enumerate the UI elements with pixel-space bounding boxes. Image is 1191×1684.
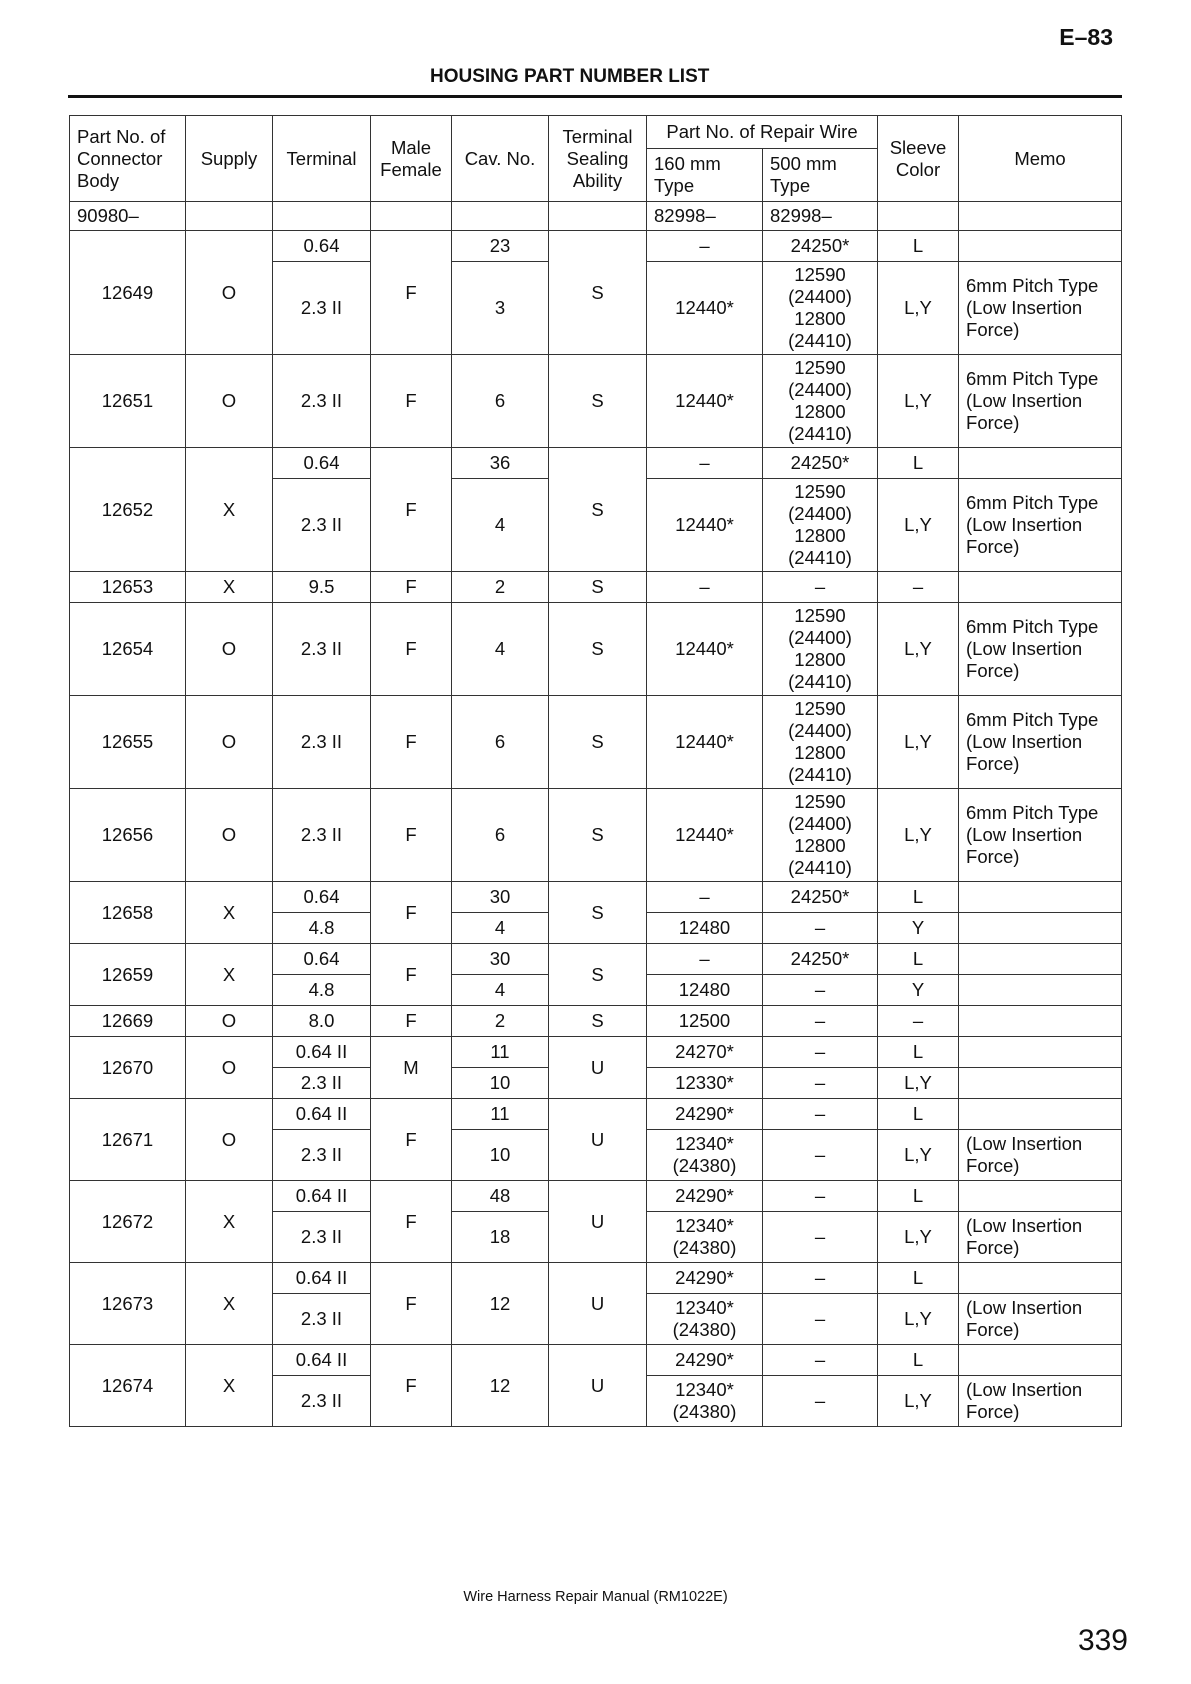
repair-wire-500-cell: – <box>763 1212 878 1263</box>
sleeve-color-cell: L <box>878 1181 959 1212</box>
repair-wire-500-cell: – <box>763 572 878 603</box>
table-row <box>70 1345 1122 1376</box>
part-number-cell: 12652 <box>70 448 186 572</box>
terminal-cell: 2.3 II <box>273 603 371 696</box>
header-male-female: Male Female <box>371 116 452 202</box>
repair-wire-160-cell: 24290* <box>647 1345 763 1376</box>
male-female-cell: F <box>371 1263 452 1345</box>
memo-cell <box>959 1037 1122 1068</box>
repair-wire-160-cell: – <box>647 882 763 913</box>
sleeve-color-cell: L,Y <box>878 1294 959 1345</box>
repair-wire-160-cell: 12340* (24380) <box>647 1376 763 1427</box>
sleeve-color-cell: L,Y <box>878 1130 959 1181</box>
male-female-cell: F <box>371 572 452 603</box>
table-row <box>70 696 1122 789</box>
terminal-cell: 2.3 II <box>273 1294 371 1345</box>
table-row <box>70 944 1122 975</box>
repair-wire-500-cell: – <box>763 1376 878 1427</box>
part-number-cell: 12672 <box>70 1181 186 1263</box>
memo-cell <box>959 1006 1122 1037</box>
memo-cell: (Low Insertion Force) <box>959 1376 1122 1427</box>
supply-cell: X <box>186 1181 273 1263</box>
sleeve-color-cell: – <box>878 1006 959 1037</box>
memo-cell <box>959 913 1122 944</box>
supply-cell: X <box>186 1345 273 1427</box>
sleeve-color-cell: L <box>878 1037 959 1068</box>
table-row <box>70 572 1122 603</box>
repair-wire-500-cell: 24250* <box>763 448 878 479</box>
supply-cell: O <box>186 789 273 882</box>
title-rule <box>68 95 1122 98</box>
repair-wire-500-cell: 24250* <box>763 882 878 913</box>
cav-no-cell: 4 <box>452 603 549 696</box>
cav-no-cell: 11 <box>452 1037 549 1068</box>
memo-cell: 6mm Pitch Type (Low Insertion Force) <box>959 603 1122 696</box>
repair-wire-500-cell: – <box>763 1294 878 1345</box>
memo-cell: 6mm Pitch Type (Low Insertion Force) <box>959 789 1122 882</box>
cav-no-cell: 30 <box>452 944 549 975</box>
memo-cell: 6mm Pitch Type (Low Insertion Force) <box>959 355 1122 448</box>
header-terminal: Terminal <box>273 116 371 202</box>
cav-no-cell: 12 <box>452 1345 549 1427</box>
supply-cell: X <box>186 944 273 1006</box>
cav-no-cell: 36 <box>452 448 549 479</box>
memo-cell <box>959 975 1122 1006</box>
terminal-cell: 0.64 <box>273 448 371 479</box>
supply-cell: X <box>186 882 273 944</box>
repair-wire-500-cell: – <box>763 1099 878 1130</box>
male-female-cell: F <box>371 944 452 1006</box>
repair-wire-500-cell: 12590 (24400) 12800 (24410) <box>763 355 878 448</box>
repair-wire-160-cell: 24290* <box>647 1099 763 1130</box>
sleeve-color-cell: L <box>878 1099 959 1130</box>
footer-manual: Wire Harness Repair Manual (RM1022E) <box>463 1589 728 1605</box>
sealing-cell: S <box>549 572 647 603</box>
memo-cell <box>959 944 1122 975</box>
memo-cell <box>959 1181 1122 1212</box>
repair-wire-160-cell: – <box>647 572 763 603</box>
prefix-160mm: 82998– <box>647 202 763 231</box>
terminal-cell: 9.5 <box>273 572 371 603</box>
cav-no-cell: 10 <box>452 1130 549 1181</box>
table-row <box>70 882 1122 913</box>
repair-wire-160-cell: 12440* <box>647 603 763 696</box>
part-number-cell: 12653 <box>70 572 186 603</box>
sleeve-color-cell: Y <box>878 975 959 1006</box>
table-row <box>70 1006 1122 1037</box>
page-title: HOUSING PART NUMBER LIST <box>430 66 710 87</box>
male-female-cell: F <box>371 882 452 944</box>
repair-wire-500-cell: – <box>763 1181 878 1212</box>
supply-cell: O <box>186 355 273 448</box>
repair-wire-160-cell: 24290* <box>647 1263 763 1294</box>
part-number-cell: 12658 <box>70 882 186 944</box>
supply-cell: O <box>186 696 273 789</box>
sleeve-color-cell: – <box>878 572 959 603</box>
cav-no-cell: 2 <box>452 572 549 603</box>
terminal-cell: 2.3 II <box>273 479 371 572</box>
male-female-cell: F <box>371 1099 452 1181</box>
repair-wire-500-cell: 24250* <box>763 231 878 262</box>
sealing-cell: S <box>549 231 647 355</box>
part-number-cell: 12674 <box>70 1345 186 1427</box>
terminal-cell: 2.3 II <box>273 1212 371 1263</box>
sealing-cell: U <box>549 1099 647 1181</box>
header-repair-wire: Part No. of Repair Wire <box>647 116 878 149</box>
supply-cell: O <box>186 1006 273 1037</box>
terminal-cell: 0.64 <box>273 944 371 975</box>
header-memo: Memo <box>959 116 1122 202</box>
repair-wire-160-cell: – <box>647 231 763 262</box>
cav-no-cell: 11 <box>452 1099 549 1130</box>
memo-cell <box>959 882 1122 913</box>
supply-cell: O <box>186 1037 273 1099</box>
sleeve-color-cell: L,Y <box>878 479 959 572</box>
table-row <box>70 1181 1122 1212</box>
sealing-cell: U <box>549 1345 647 1427</box>
male-female-cell: F <box>371 231 452 355</box>
table-row <box>70 231 1122 262</box>
terminal-cell: 2.3 II <box>273 1376 371 1427</box>
cav-no-cell: 6 <box>452 355 549 448</box>
sleeve-color-cell: L,Y <box>878 696 959 789</box>
terminal-cell: 2.3 II <box>273 1068 371 1099</box>
sealing-cell: S <box>549 696 647 789</box>
table-row <box>70 1263 1122 1294</box>
header-sleeve: Sleeve Color <box>878 116 959 202</box>
sealing-cell: U <box>549 1263 647 1345</box>
repair-wire-160-cell: 12480 <box>647 913 763 944</box>
part-number-cell: 12655 <box>70 696 186 789</box>
memo-cell <box>959 572 1122 603</box>
repair-wire-160-cell: 12440* <box>647 479 763 572</box>
repair-wire-160-cell: 12340* (24380) <box>647 1130 763 1181</box>
sleeve-color-cell: L,Y <box>878 1376 959 1427</box>
terminal-cell: 0.64 II <box>273 1345 371 1376</box>
header-part-no: Part No. of Connector Body <box>70 116 186 202</box>
repair-wire-500-cell: 12590 (24400) 12800 (24410) <box>763 696 878 789</box>
male-female-cell: F <box>371 1181 452 1263</box>
part-number-cell: 12649 <box>70 231 186 355</box>
repair-wire-160-cell: 12500 <box>647 1006 763 1037</box>
memo-cell <box>959 1099 1122 1130</box>
cav-no-cell: 12 <box>452 1263 549 1345</box>
part-number-cell: 12659 <box>70 944 186 1006</box>
part-number-cell: 12670 <box>70 1037 186 1099</box>
repair-wire-160-cell: 12440* <box>647 262 763 355</box>
sleeve-color-cell: L,Y <box>878 355 959 448</box>
cav-no-cell: 30 <box>452 882 549 913</box>
terminal-cell: 2.3 II <box>273 696 371 789</box>
repair-wire-500-cell: – <box>763 975 878 1006</box>
cav-no-cell: 6 <box>452 696 549 789</box>
part-number-cell: 12651 <box>70 355 186 448</box>
repair-wire-500-cell: 12590 (24400) 12800 (24410) <box>763 603 878 696</box>
terminal-cell: 0.64 <box>273 231 371 262</box>
sealing-cell: S <box>549 882 647 944</box>
repair-wire-160-cell: 24290* <box>647 1181 763 1212</box>
repair-wire-160-cell: 12440* <box>647 355 763 448</box>
terminal-cell: 0.64 II <box>273 1263 371 1294</box>
cav-no-cell: 6 <box>452 789 549 882</box>
repair-wire-160-cell: 12480 <box>647 975 763 1006</box>
sealing-cell: S <box>549 355 647 448</box>
cav-no-cell: 3 <box>452 262 549 355</box>
memo-cell <box>959 231 1122 262</box>
header-cav-no: Cav. No. <box>452 116 549 202</box>
table-row <box>70 448 1122 479</box>
memo-cell <box>959 1263 1122 1294</box>
repair-wire-160-cell: 12330* <box>647 1068 763 1099</box>
part-number-cell: 12656 <box>70 789 186 882</box>
sealing-cell: U <box>549 1037 647 1099</box>
cav-no-cell: 48 <box>452 1181 549 1212</box>
repair-wire-500-cell: – <box>763 1130 878 1181</box>
sleeve-color-cell: L <box>878 231 959 262</box>
terminal-cell: 2.3 II <box>273 1130 371 1181</box>
male-female-cell: F <box>371 448 452 572</box>
table-body <box>70 231 1122 1427</box>
repair-wire-500-cell: 12590 (24400) 12800 (24410) <box>763 262 878 355</box>
terminal-cell: 2.3 II <box>273 262 371 355</box>
sleeve-color-cell: L,Y <box>878 1212 959 1263</box>
sealing-cell: S <box>549 789 647 882</box>
supply-cell: O <box>186 231 273 355</box>
terminal-cell: 0.64 II <box>273 1099 371 1130</box>
repair-wire-500-cell: – <box>763 1006 878 1037</box>
header-160mm: 160 mm Type <box>647 149 763 202</box>
male-female-cell: F <box>371 355 452 448</box>
male-female-cell: F <box>371 1006 452 1037</box>
male-female-cell: F <box>371 603 452 696</box>
terminal-cell: 4.8 <box>273 975 371 1006</box>
terminal-cell: 4.8 <box>273 913 371 944</box>
repair-wire-500-cell: – <box>763 913 878 944</box>
sleeve-color-cell: L,Y <box>878 789 959 882</box>
sleeve-color-cell: L <box>878 1263 959 1294</box>
header-supply: Supply <box>186 116 273 202</box>
section-code: E–83 <box>1059 24 1113 50</box>
sleeve-color-cell: L,Y <box>878 262 959 355</box>
part-number-cell: 12673 <box>70 1263 186 1345</box>
part-number-cell: 12671 <box>70 1099 186 1181</box>
supply-cell: X <box>186 1263 273 1345</box>
cav-no-cell: 18 <box>452 1212 549 1263</box>
prefix-500mm: 82998– <box>763 202 878 231</box>
sealing-cell: S <box>549 1006 647 1037</box>
cav-no-cell: 4 <box>452 975 549 1006</box>
memo-cell: 6mm Pitch Type (Low Insertion Force) <box>959 479 1122 572</box>
supply-cell: X <box>186 572 273 603</box>
supply-cell: O <box>186 1099 273 1181</box>
table-row <box>70 789 1122 882</box>
repair-wire-160-cell: – <box>647 944 763 975</box>
sleeve-color-cell: L <box>878 448 959 479</box>
cav-no-cell: 2 <box>452 1006 549 1037</box>
memo-cell: (Low Insertion Force) <box>959 1130 1122 1181</box>
male-female-cell: F <box>371 696 452 789</box>
repair-wire-500-cell: – <box>763 1345 878 1376</box>
sleeve-color-cell: L,Y <box>878 603 959 696</box>
memo-cell <box>959 1345 1122 1376</box>
supply-cell: X <box>186 448 273 572</box>
table-row <box>70 603 1122 696</box>
table-row <box>70 355 1122 448</box>
male-female-cell: F <box>371 789 452 882</box>
header-sealing: Terminal Sealing Ability <box>549 116 647 202</box>
table-row <box>70 1099 1122 1130</box>
repair-wire-160-cell: 12340* (24380) <box>647 1212 763 1263</box>
supply-cell: O <box>186 603 273 696</box>
repair-wire-160-cell: – <box>647 448 763 479</box>
header-500mm: 500 mm Type <box>763 149 878 202</box>
part-number-cell: 12654 <box>70 603 186 696</box>
page-number: 339 <box>1077 1624 1128 1657</box>
sealing-cell: S <box>549 603 647 696</box>
sealing-cell: U <box>549 1181 647 1263</box>
memo-cell: 6mm Pitch Type (Low Insertion Force) <box>959 262 1122 355</box>
prefix-body: 90980– <box>70 202 186 231</box>
terminal-cell: 0.64 II <box>273 1181 371 1212</box>
sleeve-color-cell: L <box>878 944 959 975</box>
sleeve-color-cell: L,Y <box>878 1068 959 1099</box>
memo-cell <box>959 1068 1122 1099</box>
memo-cell: 6mm Pitch Type (Low Insertion Force) <box>959 696 1122 789</box>
terminal-cell: 0.64 II <box>273 1037 371 1068</box>
sealing-cell: S <box>549 448 647 572</box>
table-row <box>70 1037 1122 1068</box>
part-number-cell: 12669 <box>70 1006 186 1037</box>
repair-wire-500-cell: – <box>763 1068 878 1099</box>
repair-wire-500-cell: 12590 (24400) 12800 (24410) <box>763 789 878 882</box>
male-female-cell: M <box>371 1037 452 1099</box>
table-header <box>70 116 1122 231</box>
terminal-cell: 2.3 II <box>273 355 371 448</box>
repair-wire-500-cell: 24250* <box>763 944 878 975</box>
repair-wire-500-cell: – <box>763 1037 878 1068</box>
memo-cell <box>959 448 1122 479</box>
male-female-cell: F <box>371 1345 452 1427</box>
repair-wire-160-cell: 12340* (24380) <box>647 1294 763 1345</box>
repair-wire-160-cell: 12440* <box>647 696 763 789</box>
cav-no-cell: 10 <box>452 1068 549 1099</box>
terminal-cell: 0.64 <box>273 882 371 913</box>
sleeve-color-cell: L <box>878 882 959 913</box>
repair-wire-500-cell: – <box>763 1263 878 1294</box>
terminal-cell: 2.3 II <box>273 789 371 882</box>
repair-wire-500-cell: 12590 (24400) 12800 (24410) <box>763 479 878 572</box>
terminal-cell: 8.0 <box>273 1006 371 1037</box>
cav-no-cell: 4 <box>452 913 549 944</box>
housing-part-table <box>69 115 1122 1427</box>
sealing-cell: S <box>549 944 647 1006</box>
repair-wire-160-cell: 24270* <box>647 1037 763 1068</box>
memo-cell: (Low Insertion Force) <box>959 1294 1122 1345</box>
sleeve-color-cell: L <box>878 1345 959 1376</box>
cav-no-cell: 4 <box>452 479 549 572</box>
cav-no-cell: 23 <box>452 231 549 262</box>
memo-cell: (Low Insertion Force) <box>959 1212 1122 1263</box>
sleeve-color-cell: Y <box>878 913 959 944</box>
repair-wire-160-cell: 12440* <box>647 789 763 882</box>
